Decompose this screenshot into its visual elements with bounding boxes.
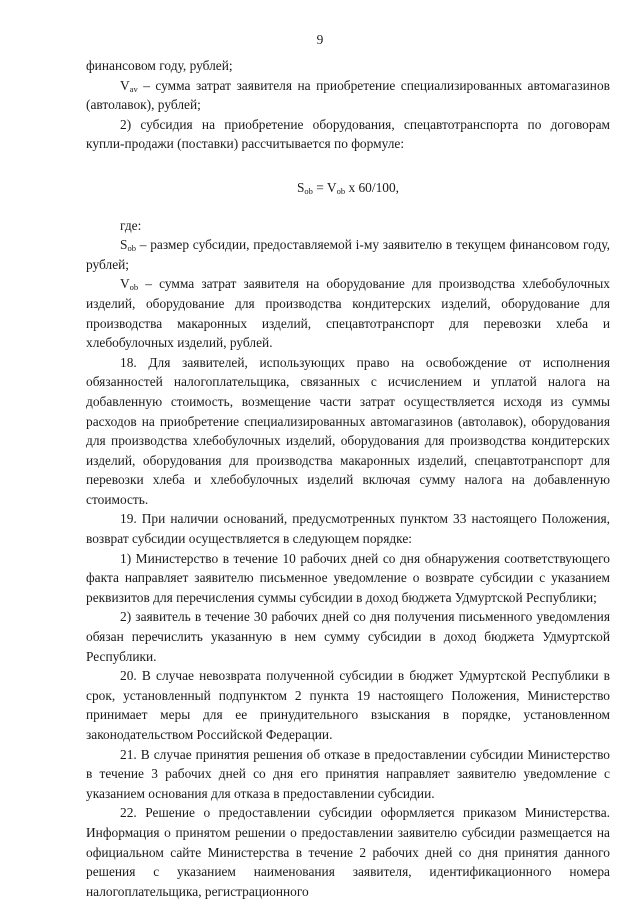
paragraph-22: 22. Решение о предоставлении субсидии оформляется приказом Министерства. Информация о принятом решении о предоставлении заявителю субсидии размещается на официальном сайте Министерства в течение 2 рабочих дней со дня принятия данного решения с указанием наименования заявителя, идентификационного номера налогоплательщика, регистрационного — [86, 805, 610, 899]
formula-v-sub: ob — [336, 185, 346, 196]
symbol-s: S — [120, 237, 128, 253]
paragraph-19-item-1: 1) Министерство в течение 10 рабочих дней со дня обнаружения соответствующего факта направляет заявителю письменное уведомление о возврате субсидии с указанием реквизитов для перечисления суммы субсидии в доход бюджета Удмуртской Республики; — [86, 550, 610, 605]
definition-vav — [86, 76, 610, 115]
formula-rest: x 60/100, — [345, 179, 400, 195]
paragraph-continuation: финансовом году, рублей; — [86, 58, 233, 73]
paragraph-21: 21. В случае принятия решения об отказе в предоставлении субсидии Министерство в течение 3 рабочих дней со дня его принятия направляет заявителю уведомление с указанием основания для отказа в предоставлении субсидии. — [86, 746, 610, 801]
subscript-ob: ob — [129, 282, 139, 293]
definition-sob-text: – размер субсидии, предоставляемой i-му заявителю в текущем финансовом году, рублей; — [86, 237, 610, 272]
formula-s-sub: ob — [304, 185, 313, 196]
where-label: где: — [120, 217, 142, 233]
document-body — [86, 32, 610, 901]
paragraph-19: 19. При наличии оснований, предусмотренных пунктом 33 настоящего Положения, возврат субсидии осуществляется в следующем порядке: — [86, 511, 610, 547]
item-2: 2) субсидия на приобретение оборудования, спецавтотранспорта по договорам купли-продажи (поставки) рассчитывается по формуле: — [86, 116, 610, 152]
symbol-v: V — [120, 276, 130, 292]
paragraph-20: 20. В случае невозврата полученной субсидии в бюджет Удмуртской Республики в срок, установленный подпунктом 2 пункта 19 настоящего Положения, Министерство принимает меры для ее принудительного взыскания в порядке, установленном законодательством Российской Федерации. — [86, 668, 610, 742]
formula-eq: = V — [312, 179, 337, 195]
definition-vav-text: – сумма затрат заявителя на приобретение специализированных автомагазинов (автолавок), рублей; — [86, 77, 610, 113]
subscript-av: av — [129, 83, 138, 94]
definition-vob-text: – сумма затрат заявителя на оборудование для производства хлебобулочных изделий, оборудование для производства кондитерских изделий, оборудование для производства макаронных изделий, спецавтотранспорт для перевозки хлеба и хлебобулочных изделий, рублей. — [86, 276, 610, 351]
paragraph-19-item-2: 2) заявитель в течение 30 рабочих дней со дня получения письменного уведомления обязан перечислить указанную в нем сумму субсидии в доход бюджета Удмуртской Республики. — [86, 609, 610, 664]
symbol-v: V — [120, 77, 130, 93]
paragraph-18: 18. Для заявителей, использующих право на освобождение от исполнения обязанностей налогоплательщика, связанных с исчислением и уплатой налога на добавленную стоимость, возмещение части затрат осуществляется исходя из суммы расходов на приобретение специализированных автомагазинов (автолавок), оборудования для производства хлебобулочных изделий, оборудования для производства кондитерских изделий, оборудования для производства макаронных изделий, спецавтотранспорт для перевозки хлеба и хлебобулочных изделий включая сумму налога на добавленную стоимость. — [86, 354, 610, 507]
page-number: 9 — [316, 32, 324, 47]
subscript-ob: ob — [127, 243, 136, 254]
formula — [86, 178, 610, 198]
definition-sob — [86, 235, 610, 274]
formula-s: S — [296, 179, 305, 195]
definition-vob — [86, 274, 610, 352]
